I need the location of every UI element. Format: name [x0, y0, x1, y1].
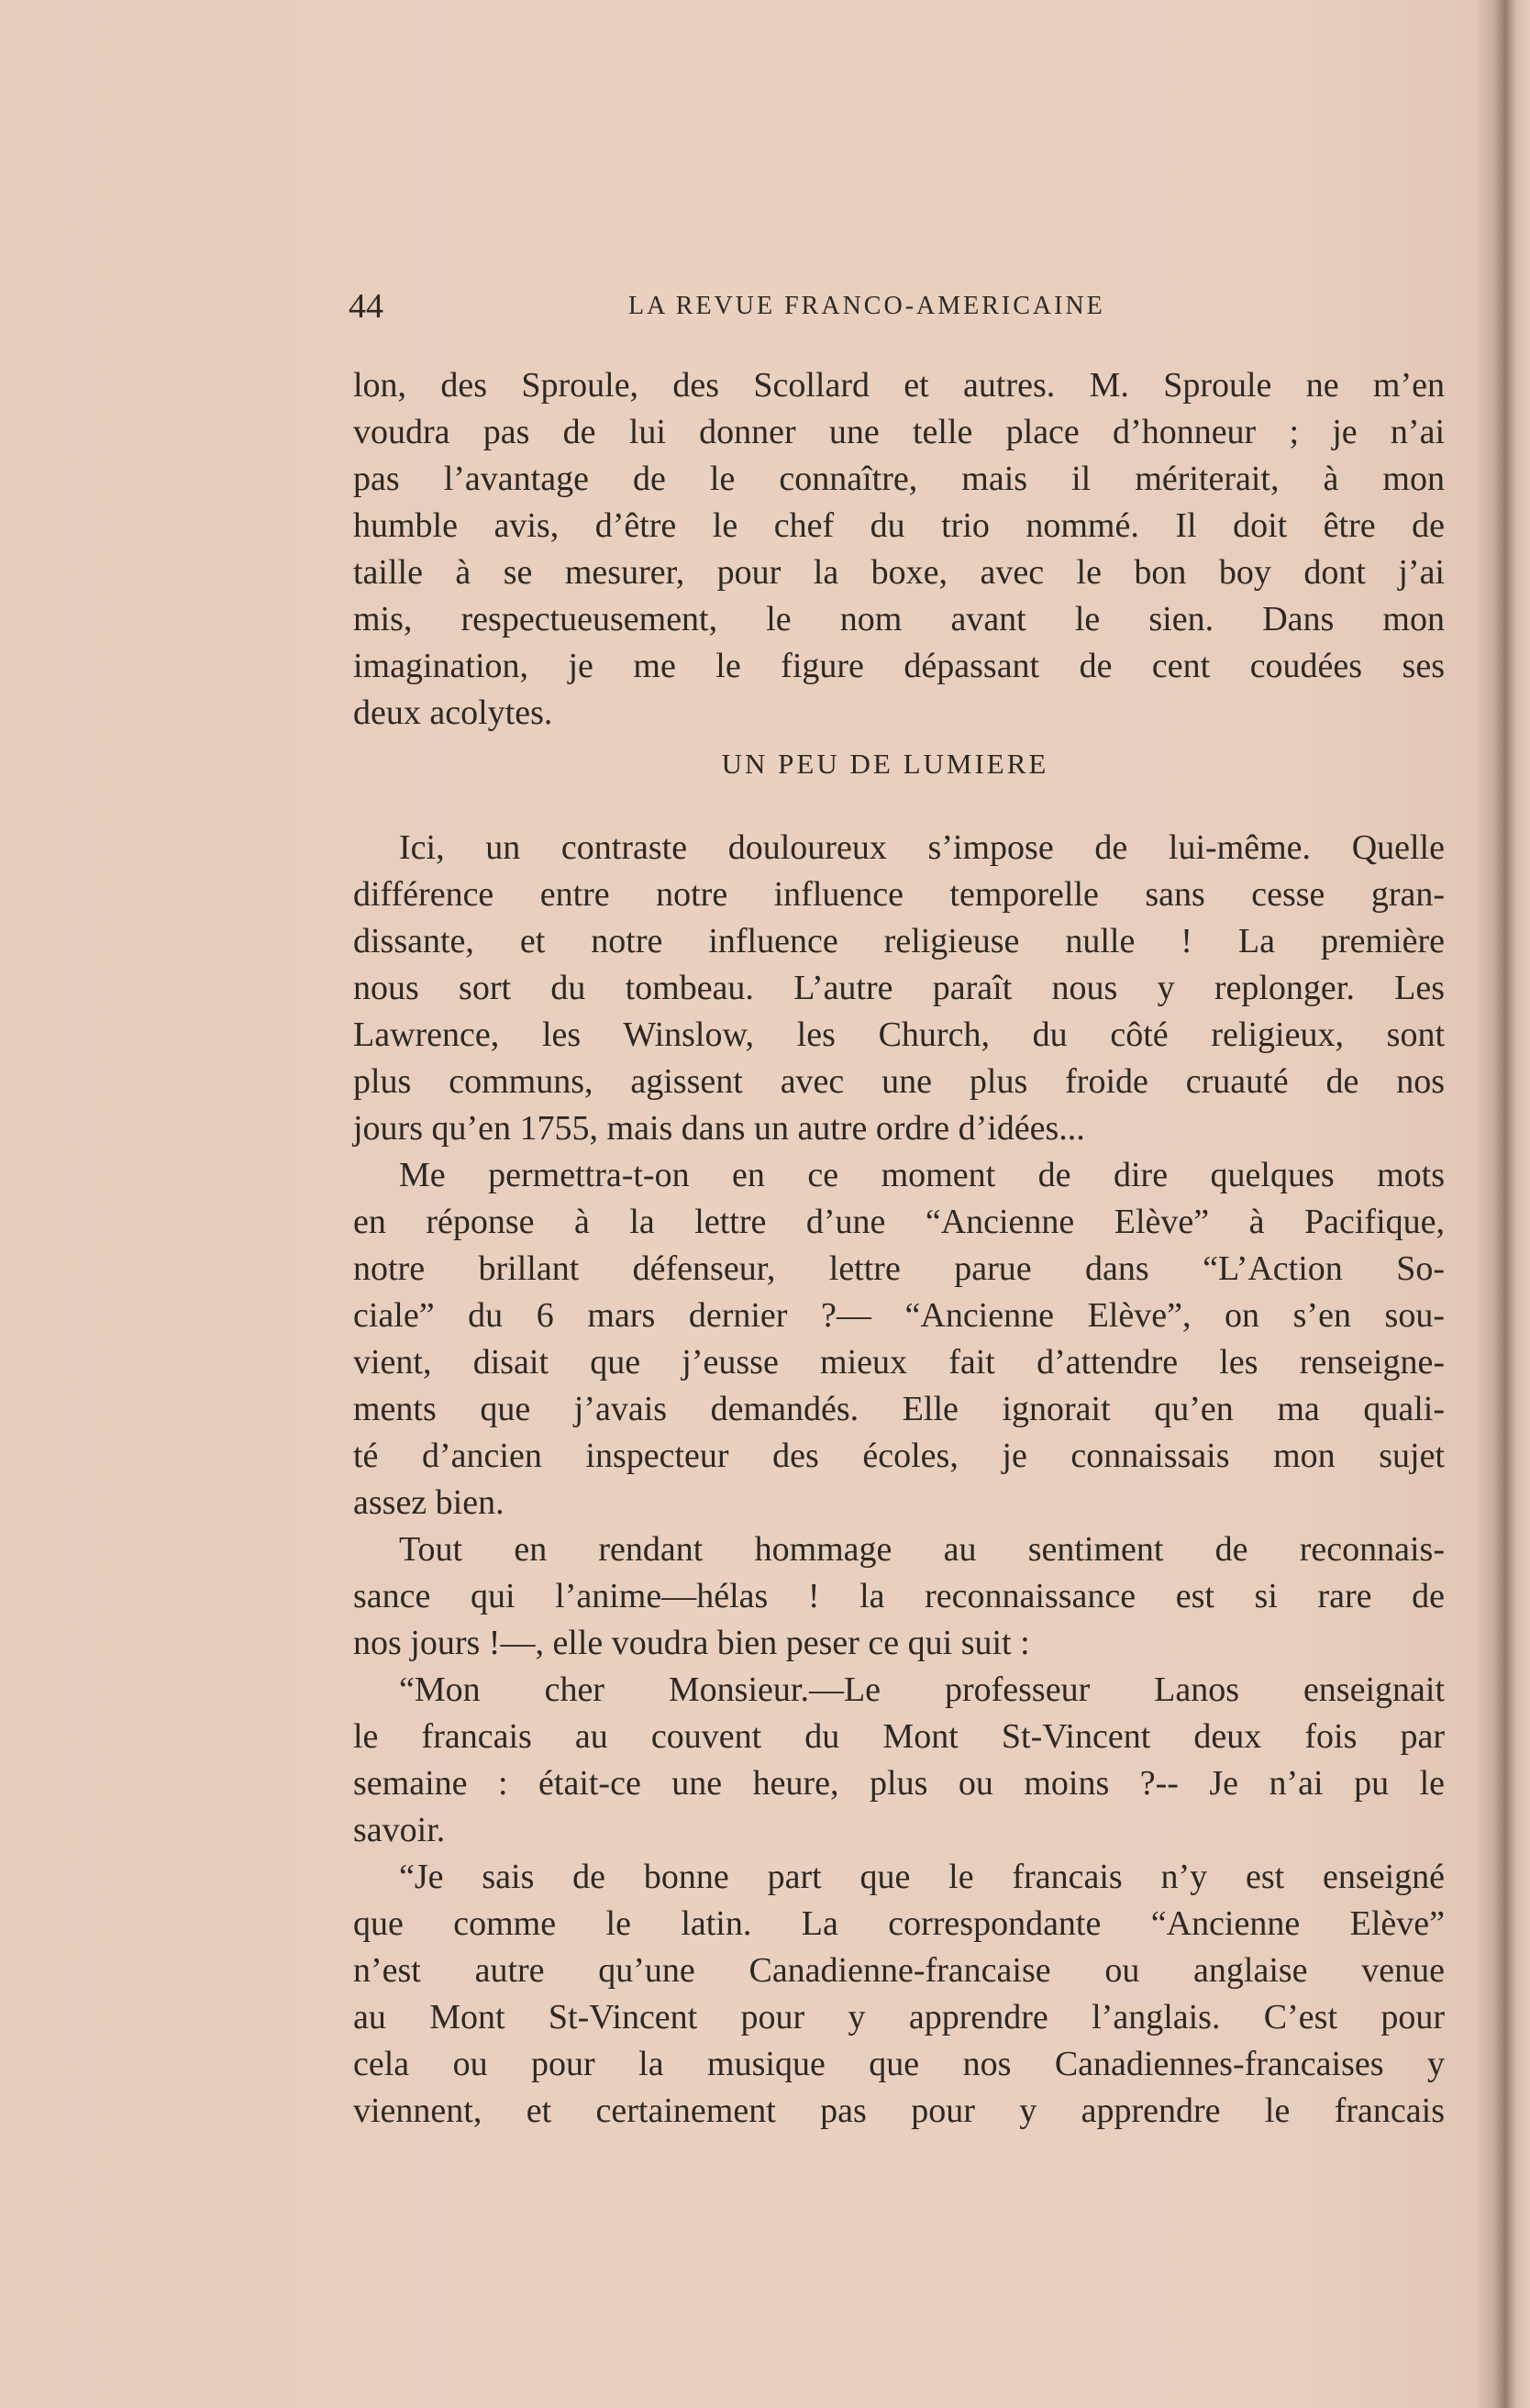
text-line: viennent, et certainement pas pour y apprendre le francais	[353, 2092, 1445, 2130]
paragraph-4	[353, 1526, 1445, 1667]
text-line: nos jours !—, elle voudra bien peser ce qui suit :	[353, 1624, 1030, 1662]
body-text	[353, 362, 1445, 2135]
text-line: au Mont St-Vincent pour y apprendre l’anglais. C’est pour	[353, 1998, 1445, 2036]
paragraph-1	[353, 362, 1445, 737]
page-number: 44	[349, 287, 383, 326]
text-line: “Mon cher Monsieur.—Le professeur Lanos enseignait	[399, 1670, 1445, 1709]
text-line: lon, des Sproule, des Scollard et autres. M. Sproule ne m’en	[353, 366, 1445, 405]
text-line: notre brillant défenseur, lettre parue dans “L’Action So-	[353, 1249, 1445, 1288]
text-line: différence entre notre influence temporelle sans cesse gran-	[353, 875, 1445, 914]
text-line: humble avis, d’être le chef du trio nommé. Il doit être de	[353, 506, 1445, 545]
text-line: semaine : était-ce une heure, plus ou moins ?-- Je n’ai pu le	[353, 1764, 1445, 1803]
page-header	[349, 286, 1449, 332]
text-line: imagination, je me le figure dépassant de cent coudées ses	[353, 647, 1445, 685]
text-line: nous sort du tombeau. L’autre paraît nous y replonger. Les	[353, 969, 1445, 1007]
text-line: ciale” du 6 mars dernier ?— “Ancienne Elève”, on s’en sou-	[353, 1296, 1445, 1335]
text-line: le francais au couvent du Mont St-Vincent deux fois par	[353, 1717, 1445, 1756]
text-line: Me permettra-t-on en ce moment de dire quelques mots	[399, 1156, 1445, 1194]
page-edge-shadow	[1475, 0, 1530, 2408]
text-line: que comme le latin. La correspondante “Ancienne Elève”	[353, 1904, 1445, 1943]
text-line: savoir.	[353, 1811, 446, 1849]
section-heading: UN PEU DE LUMIERE	[721, 748, 1049, 780]
text-line: sance qui l’anime—hélas ! la reconnaissance est si rare de	[353, 1577, 1445, 1615]
text-line: ments que j’avais demandés. Elle ignorait qu’en ma quali-	[353, 1390, 1445, 1428]
text-line: n’est autre qu’une Canadienne-francaise ou anglaise venue	[353, 1951, 1445, 1990]
text-line: vient, disait que j’eusse mieux fait d’attendre les renseigne-	[353, 1343, 1445, 1382]
text-line: plus communs, agissent avec une plus froide cruauté de nos	[353, 1062, 1445, 1101]
text-line: taille à se mesurer, pour la boxe, avec le bon boy dont j’ai	[353, 553, 1445, 592]
text-line: en réponse à la lettre d’une “Ancienne Elève” à Pacifique,	[353, 1203, 1445, 1241]
text-line: té d’ancien inspecteur des écoles, je connaissais mon sujet	[353, 1437, 1445, 1475]
text-line: “Je sais de bonne part que le francais n’y est enseigné	[399, 1858, 1445, 1896]
paragraph-5	[353, 1667, 1445, 1854]
text-line: Lawrence, les Winslow, les Church, du côté religieux, sont	[353, 1015, 1445, 1054]
text-line: voudra pas de lui donner une telle place d’honneur ; je n’ai	[353, 413, 1445, 451]
text-line: Tout en rendant hommage au sentiment de reconnais-	[399, 1530, 1445, 1569]
text-line: pas l’avantage de le connaître, mais il mériterait, à mon	[353, 460, 1445, 498]
paragraph-6	[353, 1854, 1445, 2135]
text-line: cela ou pour la musique que nos Canadiennes-francaises y	[353, 2045, 1445, 2083]
text-line: assez bien.	[353, 1483, 504, 1522]
text-line: mis, respectueusement, le nom avant le sien. Dans mon	[353, 600, 1445, 638]
text-line: deux acolytes.	[353, 694, 553, 732]
paragraph-2	[353, 825, 1445, 1152]
text-line: dissante, et notre influence religieuse nulle ! La première	[353, 922, 1445, 960]
running-title: LA REVUE FRANCO-AMERICAINE	[628, 292, 1105, 320]
paragraph-3	[353, 1152, 1445, 1526]
text-line: Ici, un contraste douloureux s’impose de lui-même. Quelle	[399, 828, 1445, 867]
text-line: jours qu’en 1755, mais dans un autre ordre d’idées...	[353, 1109, 1085, 1148]
